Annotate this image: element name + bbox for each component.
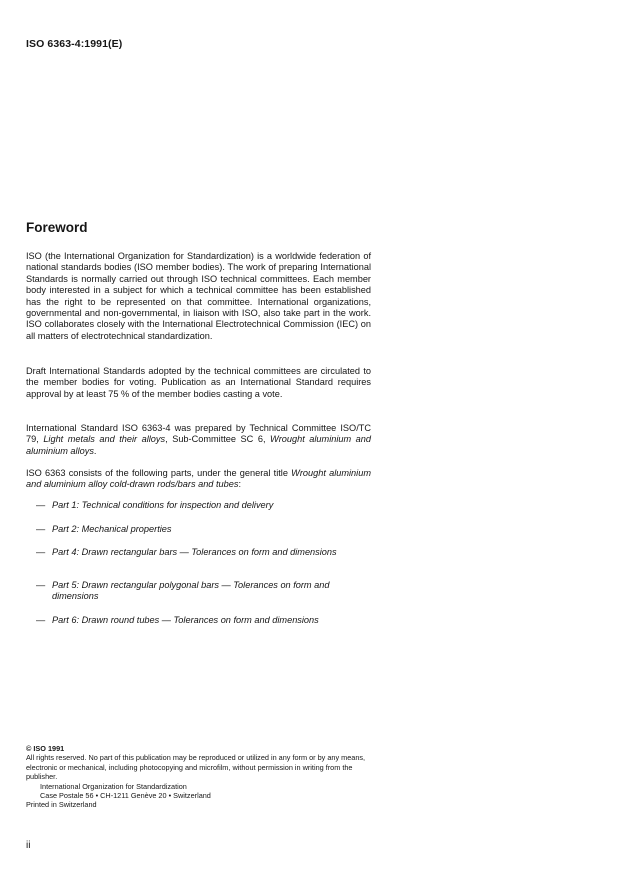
list-dash: — [36,500,46,510]
p4-general-title: Wrought aluminium and aluminium alloy cold-drawn rods/bars and tubes [26,468,371,490]
page-title: Foreword [26,220,88,235]
page-number: ii [26,840,31,851]
part-6-title: Part 6: Drawn round tubes — Tolerances on form and dimensions [52,615,319,625]
list-item [36,580,372,603]
foreword-paragraph-4 [26,468,371,491]
list-dash: — [36,547,46,557]
publisher-name: International Organization for Standardization [40,781,187,791]
list-dash: — [36,615,46,625]
part-5-title: Part 5: Drawn rectangular polygonal bars — Tolerances on form and dimensions [52,580,330,602]
part-2-title: Part 2: Mechanical properties [52,524,172,534]
list-item [36,615,372,626]
copyright-block [26,744,371,810]
publisher-address: Case Postale 56 • CH-1211 Genève 20 • Switzerland [40,791,211,801]
p3-text-e: . [93,445,97,456]
printed-in: Printed in Switzerland [26,800,97,810]
list-dash: — [36,524,46,534]
list-dash: — [36,580,46,590]
foreword-paragraph-2: Draft International Standards adopted by the technical committees are circulated to the member bodies for voting. Publication as an International Standard requires approval by at least 75 % of the member bodies casting a vote. [26,366,371,399]
p4-text-a: ISO 6363 consists of the following parts, under the general title [26,468,292,478]
document-id: ISO 6363-4:1991(E) [26,38,123,50]
foreword-paragraph-1: ISO (the International Organization for Standardization) is a worldwide federation of national standards bodies (ISO member bodies). The work of preparing International Standards is normally carried out through ISO technical committees. Each member body interested in a subject for which a technical committee has been established has the right to be represented on that committee. International organizations, governmental and non-governmental, in liaison with ISO, also take part in the work. ISO collaborates closely with the International Electrotechnical Commission (IEC) on all matters of electrotechnical standardization. [26,251,371,341]
p3-text-c: , Sub-Committee SC 6, [165,434,271,445]
part-4-title: Part 4: Drawn rectangular bars — Tolerances on form and dimensions [52,547,337,557]
p3-committee-title: Light metals and their alloys [43,434,166,445]
list-item [36,500,372,511]
list-item [36,547,372,558]
p4-text-c: : [238,479,242,490]
foreword-paragraph-3 [26,423,371,457]
p3-text-a: International Standard ISO 6363-4 was prepared by Technical Committee ISO/TC 79, [26,423,371,445]
copyright-notice: © ISO 1991 [26,744,65,753]
list-item [36,524,372,535]
p3-subcommittee-title: Wrought aluminium and aluminium alloys [26,434,372,456]
rights-statement: All rights reserved. No part of this publication may be reproduced or utilized in any form or by any means, electronic or mechanical, including photocopying and microfilm, without permission in writing from the publisher. [26,753,366,782]
part-1-title: Part 1: Technical conditions for inspection and delivery [52,500,274,510]
